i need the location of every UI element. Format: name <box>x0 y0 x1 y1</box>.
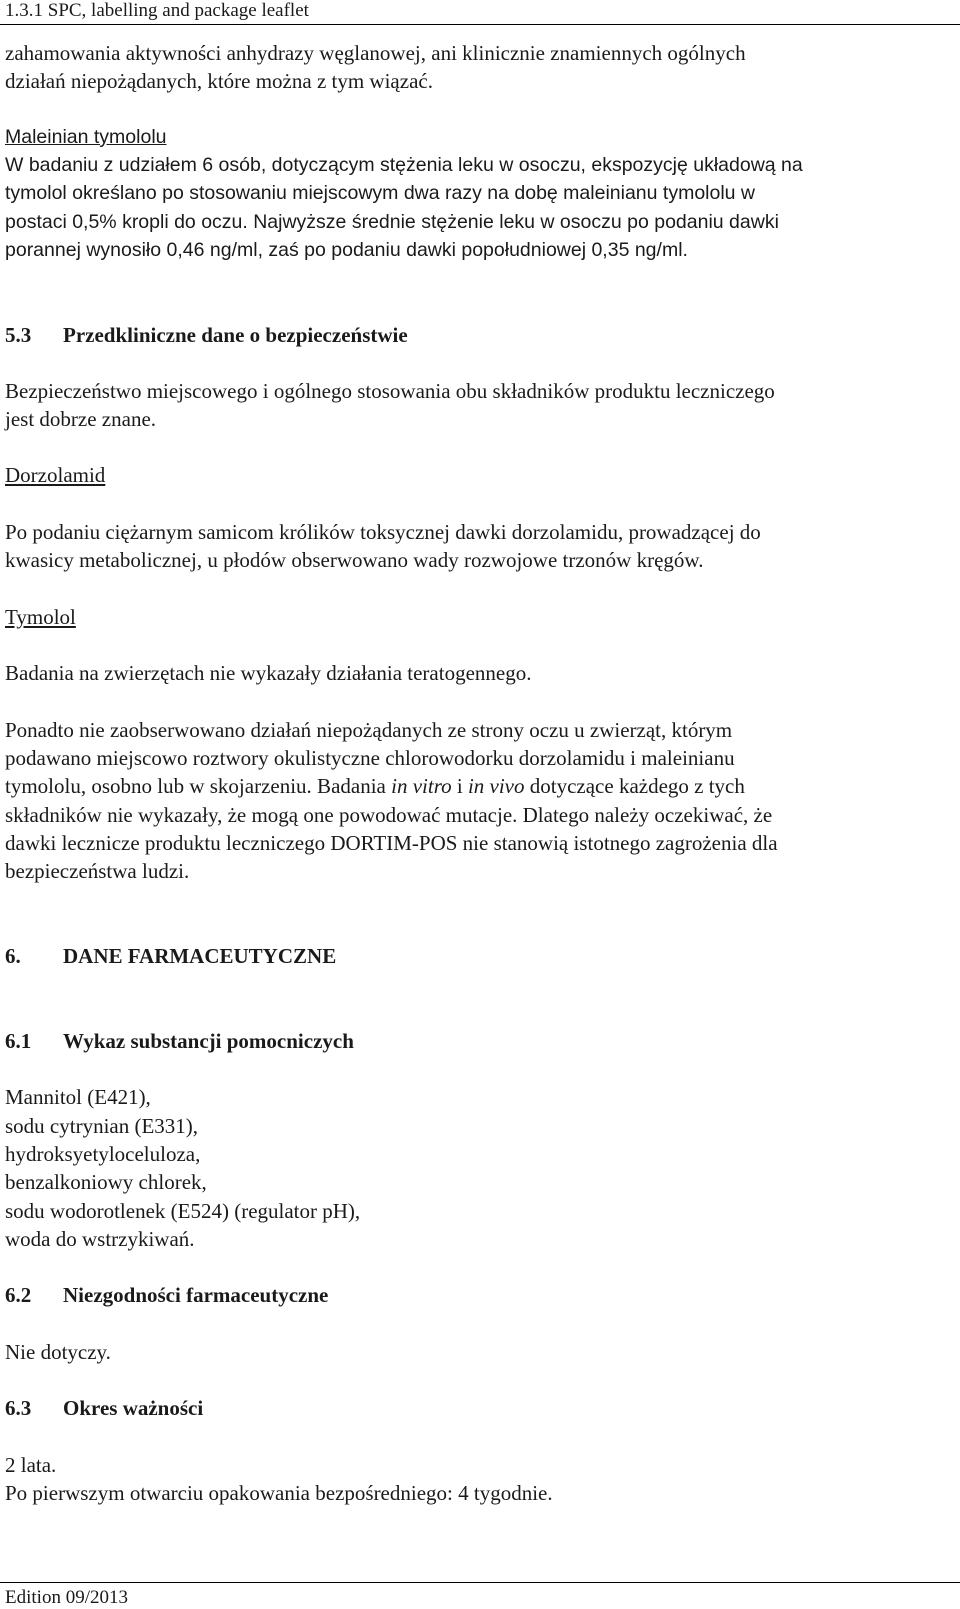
section-number: 6.1 <box>5 1029 32 1053</box>
intro-line-1: zahamowania aktywności anhydrazy węglanowej, ani klinicznie znamiennych ogólnych <box>5 41 746 65</box>
section-6-2-heading <box>5 1282 328 1308</box>
further-line-6: bezpieczeństwa ludzi. <box>5 859 190 883</box>
excipient-item: benzalkoniowy chlorek, <box>5 1170 207 1194</box>
excipient-item: hydroksyetyloceluloza, <box>5 1142 201 1166</box>
section-number: 6. <box>5 944 21 968</box>
further-line-4: składników nie wykazały, że mogą one powodować mutacje. Dlatego należy oczekiwać, że <box>5 803 773 827</box>
section-title: Niezgodności farmaceutyczne <box>63 1283 329 1307</box>
text-run: i <box>451 774 468 798</box>
timolol-line-3: postaci 0,5% kropli do oczu. Najwyższe średnie stężenie leku w osoczu po podaniu dawki <box>5 211 779 233</box>
section-title: DANE FARMACEUTYCZNE <box>63 944 337 968</box>
section-title: Wykaz substancji pomocniczych <box>63 1029 354 1053</box>
excipient-item: woda do wstrzykiwań. <box>5 1227 195 1251</box>
text-run: dotyczące każdego z tych <box>524 774 745 798</box>
shelf-life-line-2: Po pierwszym otwarciu opakowania bezpośredniego: 4 tygodnie. <box>5 1481 553 1505</box>
timolol-line-4: porannej wynosiło 0,46 ng/ml, zaś po podaniu dawki popołudniowej 0,35 ng/ml. <box>5 239 688 261</box>
intro-line-2: działań niepożądanych, które można z tym wiązać. <box>5 69 433 93</box>
header-rule <box>0 24 960 25</box>
excipient-item: sodu cytrynian (E331), <box>5 1114 199 1138</box>
safety-line-2: jest dobrze znane. <box>5 407 157 431</box>
section-6-3-heading <box>5 1395 203 1421</box>
edition-footer: Edition 09/2013 <box>5 1587 128 1608</box>
dorzolamid-title: Dorzolamid <box>5 463 106 487</box>
dorzolamid-line-2: kwasicy metabolicznej, u płodów obserwowano wady rozwojowe trzonów kręgów. <box>5 548 704 572</box>
further-line-1: Ponadto nie zaobserwowano działań niepożądanych ze strony oczu u zwierząt, którym <box>5 718 733 742</box>
safety-line-1: Bezpieczeństwo miejscowego i ogólnego stosowania obu składników produktu leczniczego <box>5 379 775 403</box>
further-line-5: dawki lecznicze produktu leczniczego DORTIM-POS nie stanowią istotnego zagrożenia dla <box>5 831 778 855</box>
timolol-line-2: tymolol określano po stosowaniu miejscowym dwa razy na dobę maleinianu tymololu w <box>5 182 756 204</box>
excipient-item: sodu wodorotlenek (E524) (regulator pH), <box>5 1199 361 1223</box>
footer-rule <box>0 1582 960 1583</box>
section-6-heading <box>5 943 336 969</box>
section-title: Przedkliniczne dane o bezpieczeństwie <box>63 323 408 347</box>
timolol-maleate-title: Maleinian tymololu <box>5 126 167 148</box>
section-number: 6.2 <box>5 1283 32 1307</box>
dorzolamid-line-1: Po podaniu ciężarnym samicom królików toksycznej dawki dorzolamidu, prowadzącej do <box>5 520 761 544</box>
shelf-life-line-1: 2 lata. <box>5 1453 57 1477</box>
tymolol-title: Tymolol <box>5 605 76 629</box>
section-number: 6.3 <box>5 1396 32 1420</box>
timolol-line-1: W badaniu z udziałem 6 osób, dotyczącym stężenia leku w osoczu, ekspozycję układową na <box>5 154 803 176</box>
in-vivo-italic: in vivo <box>467 774 525 798</box>
section-number: 5.3 <box>5 323 32 347</box>
tymolol-text: Badania na zwierzętach nie wykazały działania teratogennego. <box>5 661 532 685</box>
excipient-item: Mannitol (E421), <box>5 1085 151 1109</box>
section-5-3-heading <box>5 322 408 348</box>
further-line-2: podawano miejscowo roztwory okulistyczne chlorowodorku dorzolamidu i maleinianu <box>5 746 735 770</box>
page-header: 1.3.1 SPC, labelling and package leaflet <box>5 0 309 21</box>
further-line-3 <box>5 773 745 799</box>
section-6-1-heading <box>5 1028 354 1054</box>
in-vitro-italic: in vitro <box>391 774 452 798</box>
text-run: tymololu, osobno lub w skojarzeniu. Badania <box>5 774 392 798</box>
incompatibilities-text: Nie dotyczy. <box>5 1340 111 1364</box>
section-title: Okres ważności <box>63 1396 204 1420</box>
